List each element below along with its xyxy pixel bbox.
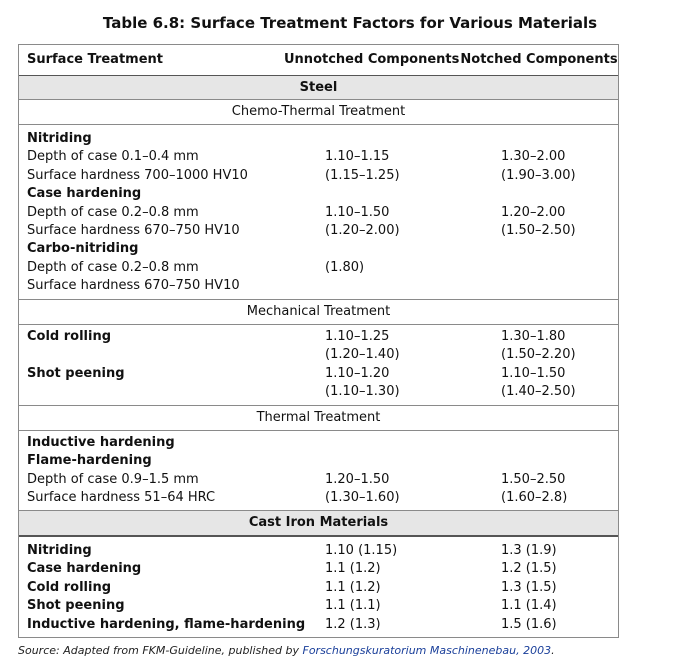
treatment-factors-table: [18, 44, 619, 638]
row-label: Inductive hardening, flame-hardening: [27, 616, 306, 632]
row-notched-value: 1.2 (1.5): [501, 561, 557, 577]
row-label: Shot peening: [27, 365, 125, 381]
header-unnotched: Unnotched Components: [284, 52, 460, 67]
table-row: [19, 365, 618, 383]
row-unnotched-value: (1.15–1.25): [325, 167, 400, 183]
row-label: Depth of case 0.2–0.8 mm: [27, 204, 199, 220]
table-row: [19, 560, 618, 578]
row-notched-value: 1.3 (1.9): [501, 543, 557, 558]
row-notched-value: 1.20–2.00: [501, 204, 566, 220]
table-row: [19, 542, 618, 560]
row-label: Cold rolling: [27, 579, 112, 595]
row-unnotched-value: 1.2 (1.3): [325, 616, 381, 632]
row-label: Nitriding: [27, 543, 92, 558]
row-label: Surface hardness 670–750 HV10: [27, 223, 240, 238]
row-label: Surface hardness 670–750 HV10: [27, 278, 240, 294]
row-notched-value: (1.40–2.50): [501, 384, 576, 400]
row-label: Depth of case 0.9–1.5 mm: [27, 471, 199, 487]
row-unnotched-value: 1.10–1.20: [325, 365, 390, 381]
row-notched-value: 1.30–1.80: [501, 329, 566, 344]
row-unnotched-value: 1.1 (1.2): [325, 561, 381, 577]
row-unnotched-value: 1.10 (1.15): [325, 543, 398, 558]
source-prefix: Source: Adapted from FKM-Guideline, published by: [18, 644, 303, 657]
table-row: [19, 167, 618, 185]
row-label: Surface hardness 51–64 HRC: [27, 490, 216, 506]
table-row: [19, 259, 618, 277]
row-notched-value: 1.1 (1.4): [501, 598, 557, 614]
band-thermal: Thermal Treatment: [256, 410, 381, 425]
table-row: [19, 277, 618, 295]
source-suffix: .: [551, 644, 555, 657]
table-row: [19, 222, 618, 240]
table-row: [19, 240, 618, 258]
row-label: Carbo-nitriding: [27, 241, 139, 257]
row-notched-value: 1.10–1.50: [501, 365, 566, 381]
row-unnotched-value: 1.20–1.50: [325, 471, 390, 487]
row-label: Depth of case 0.1–0.4 mm: [27, 149, 199, 165]
row-notched-value: 1.30–2.00: [501, 149, 566, 165]
band-chemo-thermal: Chemo-Thermal Treatment: [231, 104, 406, 119]
table-title: Table 6.8: Surface Treatment Factors for Various Materials: [102, 14, 598, 32]
row-notched-value: 1.5 (1.6): [501, 616, 557, 632]
table-row: [19, 616, 618, 634]
row-notched-value: 1.3 (1.5): [501, 579, 557, 595]
band-rule: [19, 430, 618, 431]
header-notched: Notched Components: [460, 52, 618, 67]
source-link[interactable]: Forschungskuratorium Maschinenebau, 2003: [302, 644, 552, 657]
source-note: [18, 644, 555, 657]
row-unnotched-value: 1.10–1.15: [325, 149, 390, 165]
table-row: [19, 489, 618, 507]
row-notched-value: 1.50–2.50: [501, 471, 566, 487]
row-notched-value: (1.50–2.50): [501, 223, 576, 238]
row-notched-value: (1.50–2.20): [501, 347, 576, 363]
row-unnotched-value: 1.1 (1.1): [325, 598, 381, 614]
row-label: Case hardening: [27, 186, 142, 202]
band-steel: Steel: [19, 76, 618, 99]
header-row: [19, 51, 618, 69]
header-surface-treatment: Surface Treatment: [27, 52, 163, 67]
row-unnotched-value: (1.10–1.30): [325, 384, 400, 400]
row-unnotched-value: 1.10–1.25: [325, 329, 390, 344]
row-notched-value: (1.90–3.00): [501, 167, 576, 183]
row-unnotched-value: (1.80): [325, 259, 365, 275]
row-label: Depth of case 0.2–0.8 mm: [27, 259, 199, 275]
table-row: [19, 185, 618, 203]
band-rule: [19, 535, 618, 537]
row-label: Case hardening: [27, 561, 142, 577]
band-rule: [19, 124, 618, 125]
table-row: [19, 383, 618, 401]
table-row: [19, 204, 618, 222]
table-row: [19, 434, 618, 452]
row-unnotched-value: (1.20–2.00): [325, 223, 400, 238]
table-row: [19, 471, 618, 489]
band-cast-iron: Cast Iron Materials: [19, 511, 618, 535]
table-row: [19, 579, 618, 597]
row-notched-value: (1.60–2.8): [501, 490, 568, 506]
row-label: Nitriding: [27, 131, 92, 146]
row-label: Cold rolling: [27, 329, 112, 344]
table-row: [19, 328, 618, 346]
band-rule: [19, 324, 618, 325]
row-unnotched-value: 1.10–1.50: [325, 204, 390, 220]
row-label: Surface hardness 700–1000 HV10: [27, 167, 248, 183]
table-row: [19, 597, 618, 615]
table-row: [19, 452, 618, 470]
row-label: Flame-hardening: [27, 453, 152, 469]
table-row: [19, 130, 618, 148]
row-label: Shot peening: [27, 598, 125, 614]
row-label: Inductive hardening: [27, 435, 175, 450]
band-mechanical: Mechanical Treatment: [246, 304, 391, 319]
table-row: [19, 346, 618, 364]
row-unnotched-value: (1.30–1.60): [325, 490, 400, 506]
row-unnotched-value: (1.20–1.40): [325, 347, 400, 363]
row-unnotched-value: 1.1 (1.2): [325, 579, 381, 595]
table-row: [19, 148, 618, 166]
